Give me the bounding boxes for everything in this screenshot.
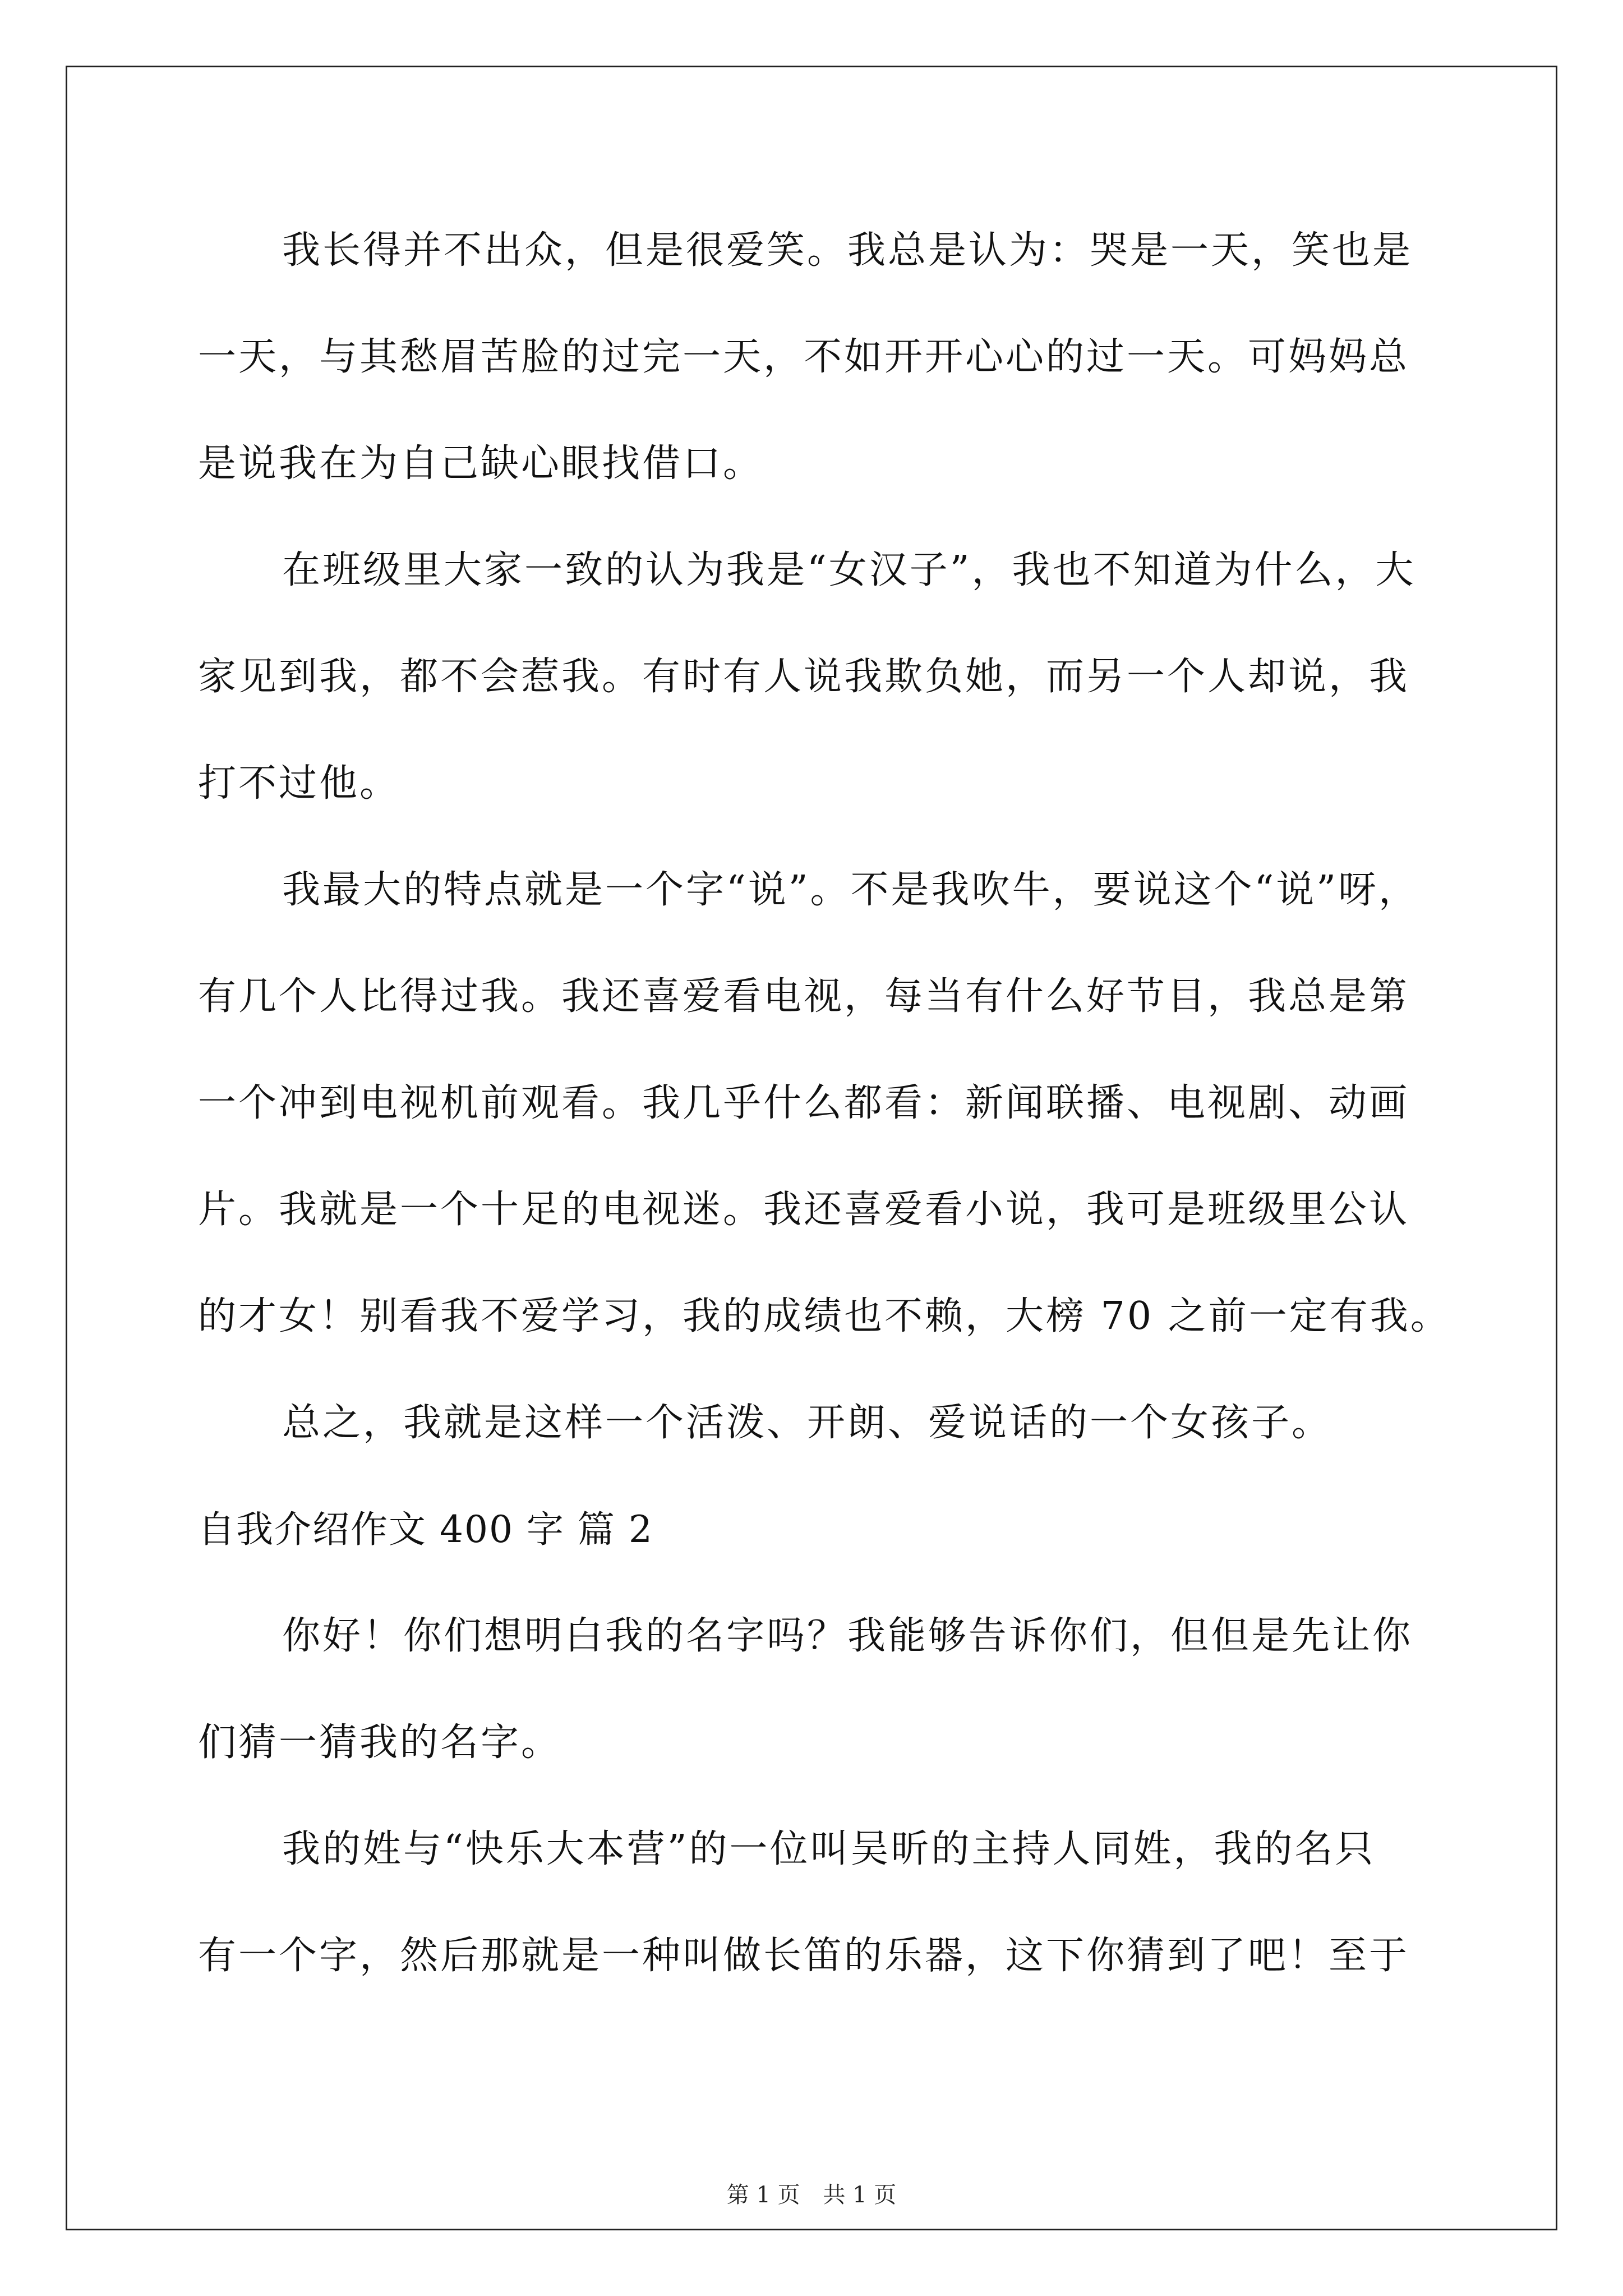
paragraph-line: 的才女！别看我不爱学习，我的成绩也不赖，大榜 70 之前一定有我。 (198, 1294, 1451, 1338)
page-border (66, 66, 1557, 2230)
paragraph-line: 是说我在为自己缺心眼找借口。 (198, 441, 764, 486)
paragraph-line: 我长得并不出众，但是很爱笑。我总是认为：哭是一天，笑也是 (282, 228, 1413, 273)
paragraph-line: 一个冲到电视机前观看。我几乎什么都看：新闻联播、电视剧、动画 (198, 1081, 1410, 1125)
section-heading: 自我介绍作文 400 字 篇 2 (198, 1508, 653, 1551)
paragraph-line: 在班级里大家一致的认为我是“女汉子”，我也不知道为什么，大 (282, 548, 1416, 592)
paragraph-line: 你好！你们想明白我的名字吗？我能够告诉你们，但但是先让你 (282, 1614, 1413, 1658)
paragraph-line: 片。我就是一个十足的电视迷。我还喜爱看小说，我可是班级里公认 (198, 1188, 1410, 1232)
paragraph-line: 有几个人比得过我。我还喜爱看电视，每当有什么好节目，我总是第 (198, 974, 1410, 1019)
paragraph-line: 有一个字，然后那就是一种叫做长笛的乐器，这下你猜到了吧！至于 (198, 1934, 1410, 1978)
page-total: 共 1 页 (823, 2182, 897, 2208)
paragraph-line: 打不过他。 (198, 761, 400, 806)
page-footer (0, 2181, 1623, 2209)
paragraph-line: 我最大的特点就是一个字“说”。不是我吹牛，要说这个“说”呀， (282, 868, 1419, 912)
paragraph-line: 家见到我，都不会惹我。有时有人说我欺负她，而另一个人却说，我 (198, 655, 1410, 699)
paragraph-line: 总之，我就是这样一个活泼、开朗、爱说话的一个女孩子。 (282, 1401, 1332, 1445)
paragraph-line: 我的姓与“快乐大本营”的一位叫吴昕的主持人同姓，我的名只 (282, 1827, 1376, 1871)
paragraph-line: 一天，与其愁眉苦脸的过完一天，不如开开心心的过一天。可妈妈总 (198, 335, 1410, 379)
page-number: 第 1 页 (726, 2182, 800, 2208)
paragraph-line: 们猜一猜我的名字。 (198, 1720, 562, 1765)
